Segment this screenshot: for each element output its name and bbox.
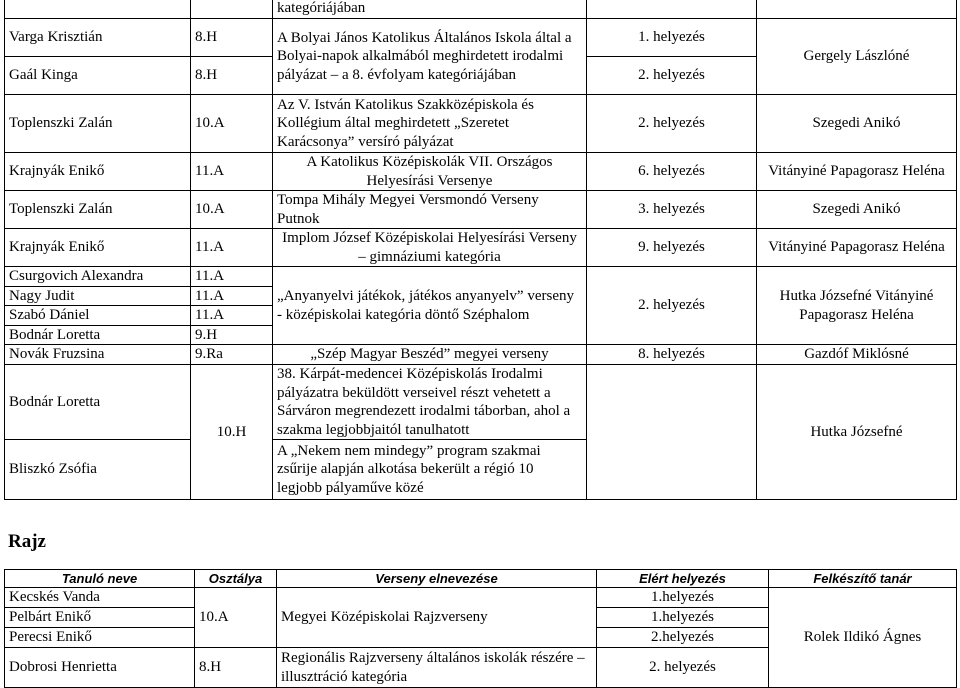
class-cell: 10.H <box>191 365 273 500</box>
teacher-cell: Szegedi Anikó <box>757 95 957 153</box>
result-cell: 1.helyezés <box>597 588 769 608</box>
student-cell: Dobrosi Henrietta <box>5 648 195 688</box>
competition-cell: 38. Kárpát-medencei Középiskolás Irodalmi pályázatra beküldött verseivel részt vehetett a Sárváron megrendezett irodalmi táborban, ahol a szakma legjobbjaitól tanulhatott <box>273 365 587 440</box>
class-cell: 11.A <box>191 306 273 326</box>
result-cell: 3. helyezés <box>587 191 757 229</box>
class-cell: 10.A <box>195 588 277 648</box>
column-header: Osztálya <box>195 570 277 588</box>
result-cell: 2.helyezés <box>597 628 769 648</box>
column-header: Felkészítő tanár <box>769 570 957 588</box>
result-cell: 9. helyezés <box>587 229 757 267</box>
competition-cell: kategóriájában <box>273 0 587 19</box>
student-cell: Gaál Kinga <box>5 57 191 95</box>
class-cell: 11.A <box>191 286 273 306</box>
student-cell: Varga Krisztián <box>5 19 191 57</box>
student-cell: Perecsi Enikő <box>5 628 195 648</box>
competition-cell: „Szép Magyar Beszéd” megyei verseny <box>273 345 587 365</box>
competition-cell: Az V. István Katolikus Szakközépiskola és Kollégium által meghirdetett „Szeretet Karácsonya” versíró pályázat <box>273 95 587 153</box>
result-cell: 8. helyezés <box>587 345 757 365</box>
column-header: Verseny elnevezése <box>277 570 597 588</box>
column-header: Elért helyezés <box>597 570 769 588</box>
teacher-cell: Vitányiné Papagorasz Heléna <box>757 153 957 191</box>
teacher-cell: Hutka Józsefné Vitányiné Papagorasz Heléna <box>757 267 957 345</box>
student-cell: Bodnár Loretta <box>5 325 191 345</box>
result-cell: 2. helyezés <box>587 57 757 95</box>
competition-cell: Implom József Középiskolai Helyesírási Verseny – gimnáziumi kategória <box>273 229 587 267</box>
class-cell: 9.H <box>191 325 273 345</box>
results-table <box>4 0 957 500</box>
class-cell: 8.H <box>191 57 273 95</box>
section-heading: Rajz <box>8 531 46 552</box>
student-cell: Nagy Judit <box>5 286 191 306</box>
competition-cell: Megyei Középiskolai Rajzverseny <box>277 588 597 648</box>
student-cell: Novák Fruzsina <box>5 345 191 365</box>
result-cell: 2. helyezés <box>597 648 769 688</box>
column-header: Tanuló neve <box>5 570 195 588</box>
table-row <box>5 191 957 229</box>
competition-cell: A Bolyai János Katolikus Általános Iskola által a Bolyai-napok alkalmából meghirdetett irodalmi pályázat – a 8. évfolyam kategóriájában <box>273 19 587 95</box>
student-cell: Bodnár Loretta <box>5 365 191 440</box>
teacher-cell: Rolek Ildikó Ágnes <box>769 588 957 688</box>
student-cell: Toplenszki Zalán <box>5 191 191 229</box>
table-row <box>5 267 957 287</box>
teacher-cell: Hutka Józsefné <box>757 365 957 500</box>
student-cell: Krajnyák Enikő <box>5 153 191 191</box>
student-cell: Kecskés Vanda <box>5 588 195 608</box>
class-cell: 8.H <box>191 19 273 57</box>
class-cell: 10.A <box>191 95 273 153</box>
table-header-row <box>5 570 957 588</box>
table-row <box>5 365 957 440</box>
student-cell: Bliszkó Zsófia <box>5 440 191 500</box>
competition-cell: Tompa Mihály Megyei Versmondó Verseny Putnok <box>273 191 587 229</box>
class-cell: 8.H <box>195 648 277 688</box>
art-results-table <box>4 569 957 688</box>
student-cell: Toplenszki Zalán <box>5 95 191 153</box>
class-cell: 11.A <box>191 229 273 267</box>
student-cell: Szabó Dániel <box>5 306 191 326</box>
table-row <box>5 0 957 19</box>
result-cell: 2. helyezés <box>587 95 757 153</box>
teacher-cell: Gergely Lászlóné <box>757 19 957 95</box>
teacher-cell: Vitányiné Papagorasz Heléna <box>757 229 957 267</box>
table-row <box>5 229 957 267</box>
class-cell: 9.Ra <box>191 345 273 365</box>
result-cell: 6. helyezés <box>587 153 757 191</box>
competition-cell: Regionális Rajzverseny általános iskolák részére – illusztráció kategória <box>277 648 597 688</box>
teacher-cell: Szegedi Anikó <box>757 191 957 229</box>
result-cell: 2. helyezés <box>587 267 757 345</box>
table-row <box>5 19 957 57</box>
competition-cell: A Katolikus Középiskolák VII. Országos Helyesírási Versenye <box>273 153 587 191</box>
class-cell: 11.A <box>191 267 273 287</box>
competition-cell: A „Nekem nem mindegy” program szakmai zsűrije alapján alkotása bekerült a régió 10 legjobb pályaműve közé <box>273 440 587 500</box>
competition-cell: „Anyanyelvi játékok, játékos anyanyelv” verseny - középiskolai kategória döntő Széphalom <box>273 267 587 345</box>
student-cell: Csurgovich Alexandra <box>5 267 191 287</box>
result-cell: 1.helyezés <box>597 608 769 628</box>
class-cell: 10.A <box>191 191 273 229</box>
student-cell: Pelbárt Enikő <box>5 608 195 628</box>
table-row <box>5 588 957 608</box>
table-row <box>5 153 957 191</box>
table-row <box>5 95 957 153</box>
table-row <box>5 345 957 365</box>
student-cell: Krajnyák Enikő <box>5 229 191 267</box>
result-cell: 1. helyezés <box>587 19 757 57</box>
teacher-cell: Gazdóf Miklósné <box>757 345 957 365</box>
class-cell: 11.A <box>191 153 273 191</box>
